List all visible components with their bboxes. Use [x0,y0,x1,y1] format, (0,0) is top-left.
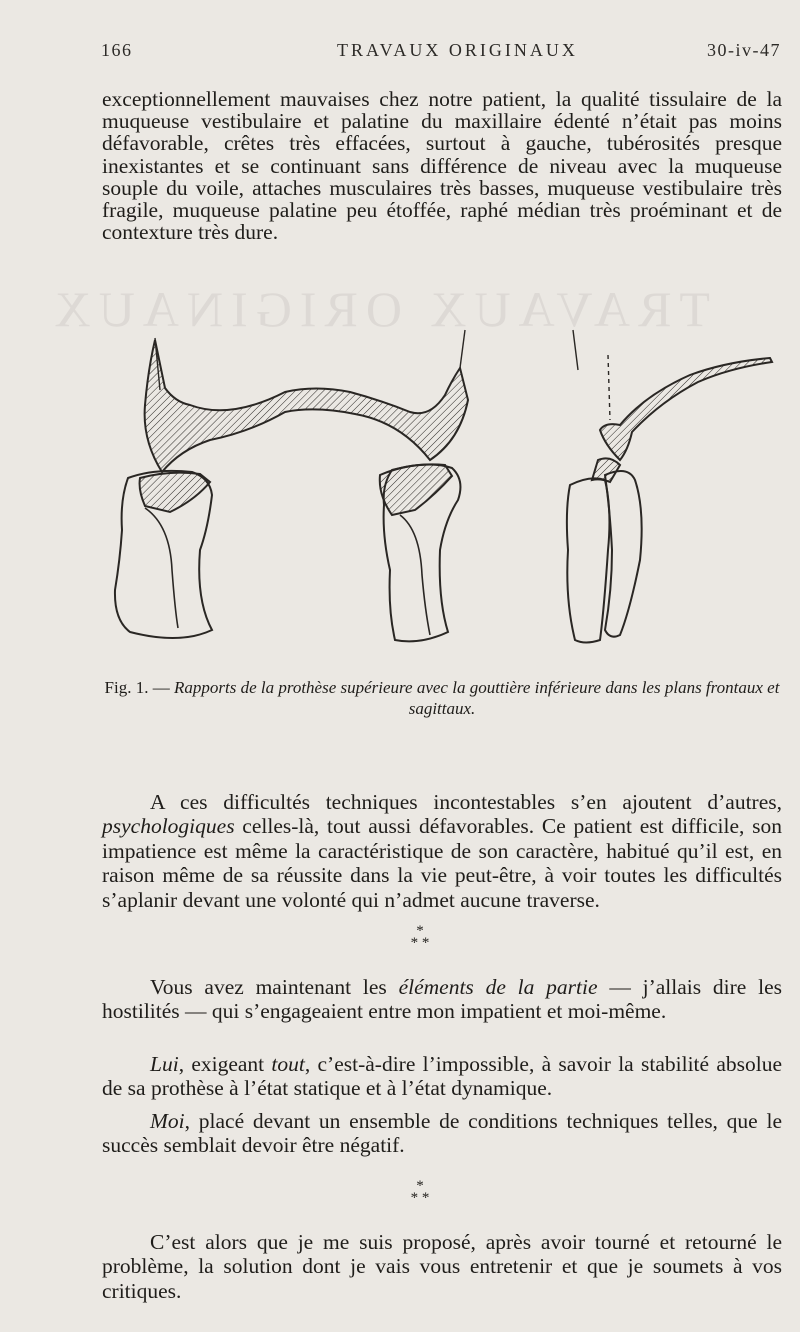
paragraph-3 [102,975,782,1024]
right-tooth-hatch [380,464,452,515]
section-separator-1 [380,925,460,949]
sagittal-lower-tooth-left [567,478,610,642]
paragraph-2-italic: psychologiques [102,814,235,839]
paragraph-2 [102,790,782,912]
paragraph-3-part-a: Vous avez maintenant les [150,975,399,999]
sagittal-lower-tooth-right [605,471,642,637]
running-header [101,40,781,64]
upper-prosthesis-sagittal [600,358,772,460]
paragraph-2-part-c: celles-là, tout aussi défavorables. Ce patient est difficile, son impatience est même la caractéristique de son caractère, habitué qu’il est, en raison même de sa réussite dans la vie peut-être, à voir toutes les difficultés s’aplanir devant une volonté qui n’admet aucune traverse. [102,814,782,912]
figure-caption-text: Rapports de la prothèse supérieure avec la gouttière inférieure dans les plans frontaux et sagittaux. [173,678,780,718]
paragraph-4 [102,1052,782,1101]
paragraph-5-part-b: , placé devant un ensemble de conditions techniques telles, que le succès semblait devoir être négatif. [102,1109,782,1158]
upper-prosthesis-frontal [145,340,468,472]
page-number: 166 [101,40,133,60]
paragraph-4-part-d: , c’est-à-dire l’impossible, à savoir la stabilité absolue de sa prothèse à l’état statique et à l’état dynamique. [102,1052,782,1101]
separator-top-star: * [416,923,424,939]
paragraph-5-italic: Moi [150,1109,185,1133]
paragraph-4-italic-c: tout [271,1052,305,1076]
paragraph-6: C’est alors que je me suis proposé, après avoir tourné et retourné le problème, la solution dont je vais vous entretenir et que je soumets à vos critiques. [102,1230,782,1303]
paragraph-3-italic: éléments de la partie [398,975,598,999]
figure-caption [102,677,782,719]
running-title: TRAVAUX ORIGINAUX [337,40,578,60]
figure-label: Fig. 1. — [104,678,174,697]
paragraph-4-italic-a: Lui [150,1052,179,1076]
section-separator-2 [380,1180,460,1204]
paragraph-3-part-c: — j’allais dire les hostilités — qui s’engageaient entre mon impatient et moi-même. [102,975,782,1024]
paragraph-5 [102,1109,782,1158]
separator-top-star-2: * [416,1178,424,1194]
separator-bottom-stars: * * [410,935,430,951]
paragraph-4-part-b: , exigeant [178,1052,272,1076]
paragraph-2-part-a: A ces difficultés techniques incontestables s’en ajoutent d’autres, [150,790,782,814]
left-tooth-hatch [140,473,210,512]
show-through-text: TRAVAUX ORIGINAUX [46,281,710,337]
separator-bottom-stars-2: * * [410,1190,430,1206]
paragraph-1: exceptionnellement mauvaises chez notre patient, la qualité tissulaire de la muqueuse vestibulaire et palatine du maxillaire édenté n’était pas moins défavorable, crêtes très effacées, surtout à gauche, tubérosités presque inexistantes et se continuant sans différence de niveau avec la muqueuse souple du voile, attaches musculaires très basses, muqueuse vestibulaire très fragile, muqueuse palatine peu étoffée, raphé médian très proéminant et de contexture très dure. [102,87,782,245]
header-date: 30-iv-47 [707,40,781,60]
figure-1-drawing [100,310,790,665]
